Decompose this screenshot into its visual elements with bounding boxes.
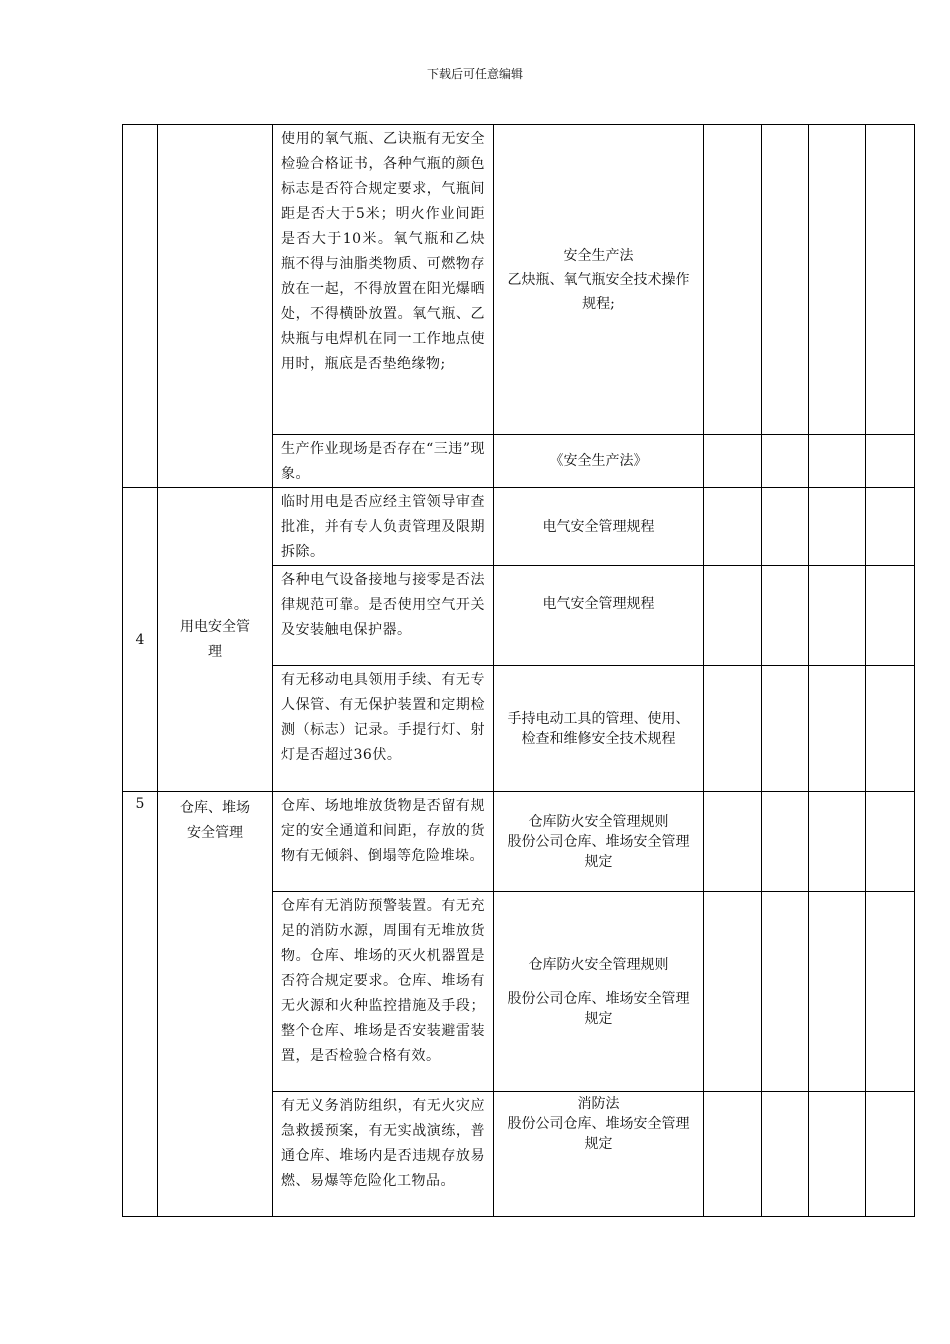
- basis-cell: [494, 666, 704, 792]
- blank-cell: [866, 125, 915, 435]
- blank-cell: [704, 666, 762, 792]
- blank-cell: [762, 488, 809, 566]
- basis-line: 安全生产法: [563, 247, 634, 264]
- row-number-cell: [123, 125, 158, 488]
- basis-line: 电气安全管理规程: [542, 596, 655, 612]
- blank-cell: [866, 435, 915, 488]
- blank-cell: [866, 488, 915, 566]
- blank-cell: [704, 488, 762, 566]
- blank-cell: [809, 892, 866, 1092]
- blank-cell: [866, 1092, 915, 1217]
- category-cell: 仓库、堆场安全管理: [158, 792, 273, 1217]
- blank-cell: [704, 125, 762, 435]
- row-number-cell: 5: [123, 792, 158, 1217]
- inspection-item-cell: 仓库有无消防预警装置。有无充足的消防水源，周围有无堆放货物。仓库、堆场的灭火机器置是否符合规定要求。仓库、堆场有无火源和火种监控措施及手段；整个仓库、堆场是否安装避雷装置，是否检验合格有效。: [273, 892, 494, 1092]
- inspection-item-cell: 各种电气设备接地与接零是否法律规范可靠。是否使用空气开关及安装触电保护器。: [273, 566, 494, 666]
- inspection-item-cell: 有无义务消防组织，有无火灾应急救援预案，有无实战演练，普通仓库、堆场内是否违规存放易燃、易爆等危险化工物品。: [273, 1092, 494, 1217]
- basis-line: 电气安全管理规程: [542, 518, 655, 535]
- blank-cell: [866, 892, 915, 1092]
- basis-line: 股份公司仓库、堆场安全管理规定: [507, 833, 690, 870]
- blank-cell: [762, 125, 809, 435]
- blank-cell: [704, 892, 762, 1092]
- basis-cell: [494, 892, 704, 1092]
- basis-cell: [494, 488, 704, 566]
- blank-cell: [762, 566, 809, 666]
- table-row: [123, 125, 915, 435]
- blank-cell: [704, 1092, 762, 1217]
- safety-inspection-table: [122, 124, 915, 1217]
- basis-line: 手持电动工具的管理、使用、检查和维修安全技术规程: [507, 710, 690, 747]
- blank-cell: [762, 892, 809, 1092]
- blank-cell: [704, 792, 762, 892]
- blank-cell: [809, 792, 866, 892]
- basis-cell: [494, 792, 704, 892]
- inspection-item-cell: 生产作业现场是否存在“三违”现象。: [273, 435, 494, 488]
- basis-line: 仓库防火安全管理规则: [528, 956, 669, 973]
- page-header: 下载后可任意编辑: [426, 67, 523, 81]
- blank-cell: [762, 792, 809, 892]
- basis-line: 股份公司仓库、堆场安全管理规定: [507, 1116, 690, 1152]
- blank-cell: [809, 125, 866, 435]
- inspection-item-cell: 仓库、场地堆放货物是否留有规定的安全通道和间距，存放的货物有无倾斜、倒塌等危险堆垛。: [273, 792, 494, 892]
- blank-cell: [866, 666, 915, 792]
- blank-cell: [762, 666, 809, 792]
- blank-cell: [704, 566, 762, 666]
- category-cell: 用电安全管理: [158, 488, 273, 792]
- blank-cell: [809, 566, 866, 666]
- basis-cell: [494, 435, 704, 488]
- blank-cell: [809, 666, 866, 792]
- blank-cell: [809, 488, 866, 566]
- table-row: [123, 488, 915, 566]
- basis-cell: [494, 566, 704, 666]
- inspection-item-cell: 临时用电是否应经主管领导审查批准，并有专人负责管理及限期拆除。: [273, 488, 494, 566]
- basis-cell: [494, 1092, 704, 1217]
- category-cell: [158, 125, 273, 488]
- basis-line: 《安全生产法》: [549, 453, 648, 469]
- basis-line: 仓库防火安全管理规则: [528, 813, 669, 830]
- blank-cell: [809, 1092, 866, 1217]
- basis-line: 股份公司仓库、堆场安全管理规定: [507, 990, 690, 1027]
- blank-cell: [866, 792, 915, 892]
- basis-line: 乙炔瓶、氧气瓶安全技术操作规程;: [507, 271, 690, 312]
- table-row: [123, 792, 915, 892]
- blank-cell: [866, 566, 915, 666]
- blank-cell: [809, 435, 866, 488]
- blank-cell: [704, 435, 762, 488]
- basis-cell: [494, 125, 704, 435]
- basis-line: 消防法: [577, 1096, 620, 1112]
- row-number-cell: 4: [123, 488, 158, 792]
- blank-cell: [762, 1092, 809, 1217]
- inspection-item-cell: 有无移动电具领用手续、有无专人保管、有无保护装置和定期检测（标志）记录。手提行灯、射灯是否超过36伏。: [273, 666, 494, 792]
- inspection-item-cell: 使用的氧气瓶、乙诀瓶有无安全检验合格证书，各种气瓶的颜色标志是否符合规定要求，气瓶间距是否大于5米；明火作业间距是否大于10米。氧气瓶和乙炔瓶不得与油脂类物质、可燃物存放在一起，不得放置在阳光爆晒处，不得横卧放置。氧气瓶、乙炔瓶与电焊机在同一工作地点使用时，瓶底是否垫绝缘物;: [273, 125, 494, 435]
- blank-cell: [762, 435, 809, 488]
